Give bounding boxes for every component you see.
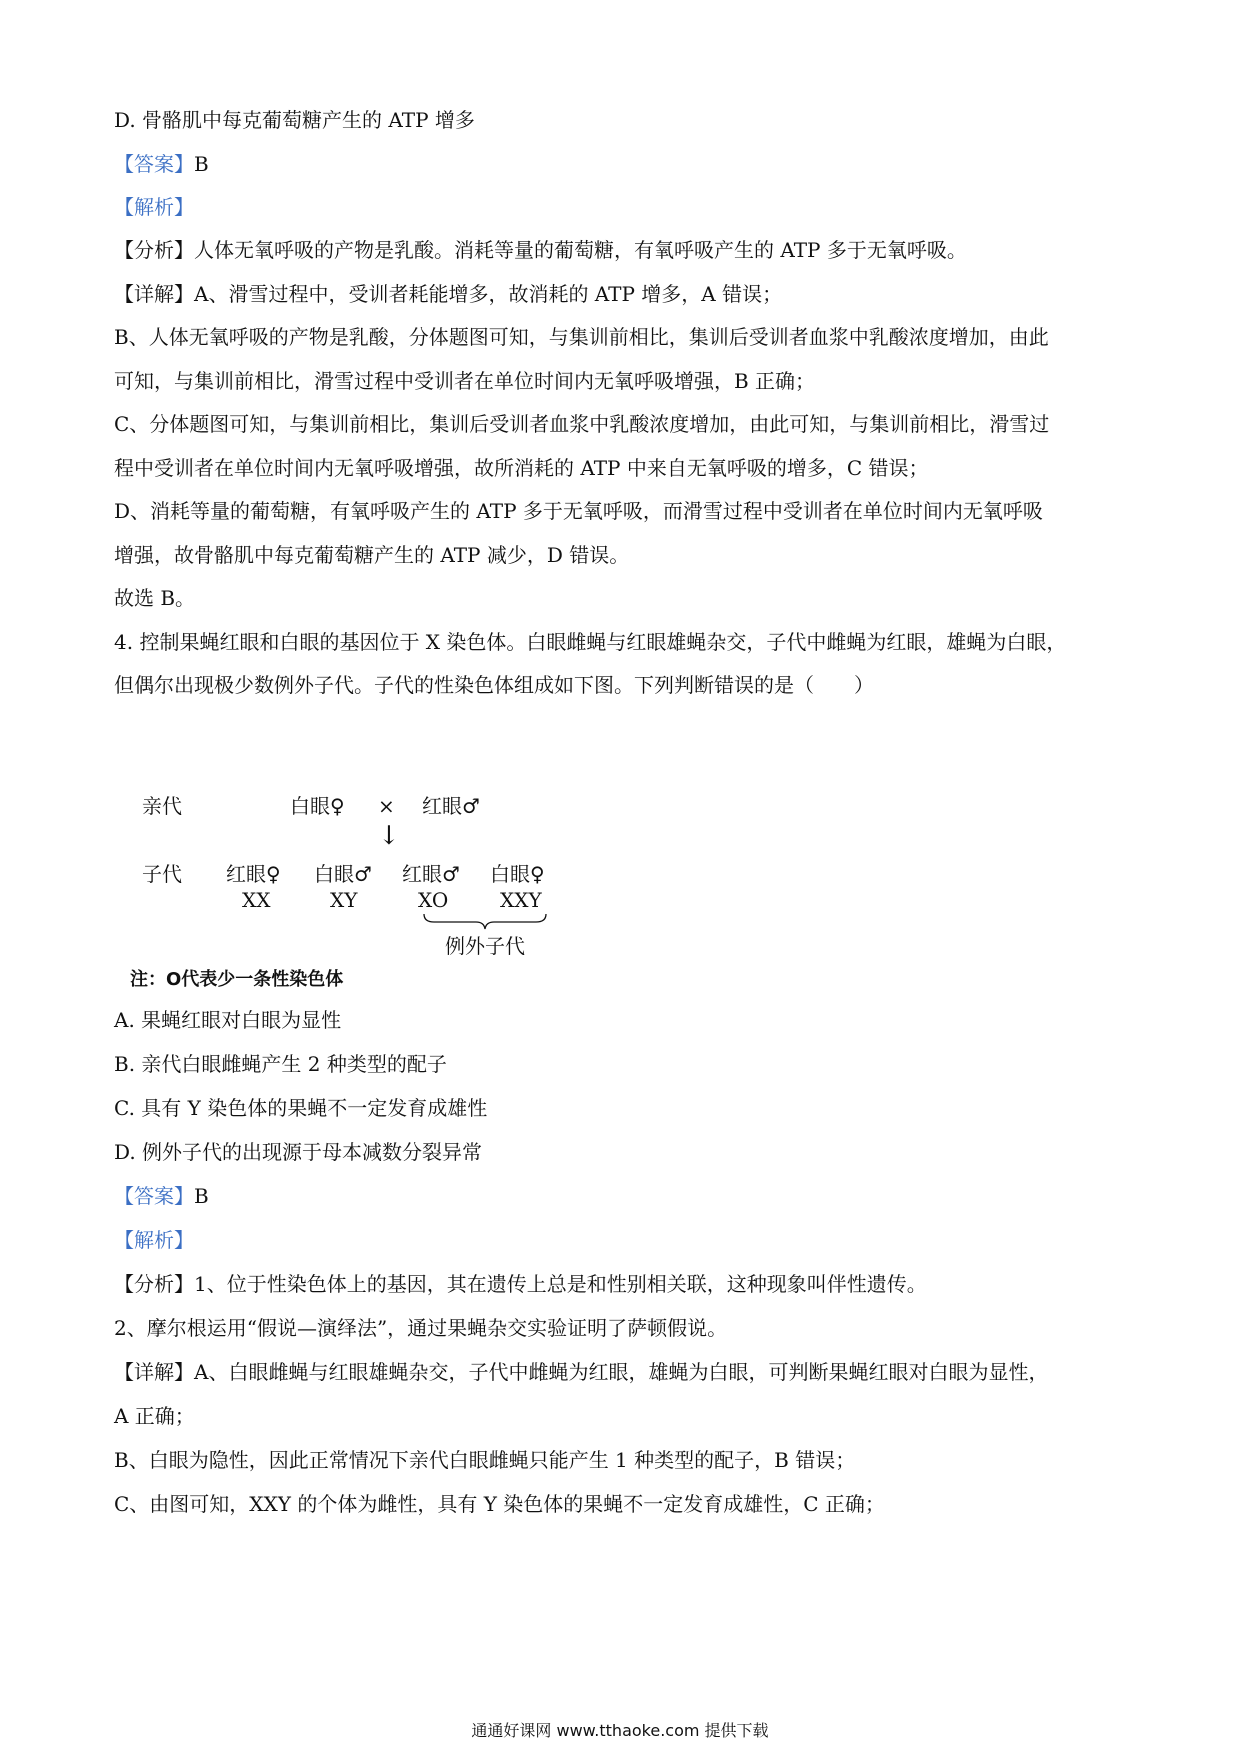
option-c: C. 具有 Y 染色体的果蝇不一定发育成雄性 [114, 1096, 488, 1120]
offspring-genotype: XO [418, 888, 449, 912]
option-d-previous: D. 骨骼肌中每克葡萄糖产生的 ATP 增多 [114, 108, 475, 132]
detail-c-3: C、由图可知，XXY 的个体为雌性，具有 Y 染色体的果蝇不一定发育成雄性，C 正确； [114, 1492, 885, 1516]
cross-symbol: × [378, 794, 395, 818]
detail-b-1: B、人体无氧呼吸的产物是乳酸，分体题图可知，与集训前相比，集训后受训者血浆中乳酸浓度增加，由此 [114, 325, 1049, 349]
analysis-tag-1: 【解析】 [114, 195, 194, 219]
detail-a-3: A 正确； [114, 1404, 195, 1428]
question-4-stem-1: 4. 控制果蝇红眼和白眼的基因位于 X 染色体。白眼雌蝇与红眼雄蝇杂交，子代中雌蝇为红眼，雄蝇为白眼， [114, 630, 1067, 654]
option-d: D. 例外子代的出现源于母本减数分裂异常 [114, 1140, 483, 1164]
answer-line-2 [114, 1182, 209, 1210]
parent-label: 亲代 [142, 794, 182, 818]
analysis-tag-2: 【解析】 [114, 1228, 194, 1252]
detail-b-2: 可知，与集训前相比，滑雪过程中受训者在单位时间内无氧呼吸增强，B 正确； [114, 369, 816, 393]
detail-c-2: 程中受训者在单位时间内无氧呼吸增强，故所消耗的 ATP 中来自无氧呼吸的增多，C 错误； [114, 456, 929, 480]
cross-diagram [130, 784, 620, 990]
analysis-text-2: 【分析】1、位于性染色体上的基因，其在遗传上总是和性别相关联，这种现象叫伴性遗传。 [114, 1272, 927, 1296]
analysis-text-3: 2、摩尔根运用“假说—演绎法”，通过果蝇杂交实验证明了萨顿假说。 [114, 1316, 728, 1340]
exception-brace [420, 912, 550, 932]
answer-tag: 【答案】 [114, 152, 194, 176]
detail-d-2: 增强，故骨骼肌中每克葡萄糖产生的 ATP 减少，D 错误。 [114, 543, 630, 567]
option-b: B. 亲代白眼雌蝇产生 2 种类型的配子 [114, 1052, 447, 1076]
analysis-text-1: 【分析】人体无氧呼吸的产物是乳酸。消耗等量的葡萄糖，有氧呼吸产生的 ATP 多于无氧呼吸。 [114, 238, 967, 262]
detail-c-1: C、分体题图可知，与集训前相比，集训后受训者血浆中乳酸浓度增加，由此可知，与集训前相比，滑雪过 [114, 412, 1050, 436]
answer-value: B [194, 152, 209, 176]
offspring-label: 子代 [142, 862, 182, 886]
offspring-genotype: XX [242, 888, 271, 912]
page-footer: 通通好课网 www.tthaoke.com 提供下载 [471, 1721, 769, 1740]
offspring-phenotype: 红眼♀ [226, 862, 281, 886]
conclusion-1: 故选 B。 [114, 586, 196, 610]
detail-a-2: 【详解】A、白眼雌蝇与红眼雄蝇杂交，子代中雌蝇为红眼，雄蝇为白眼，可判断果蝇红眼对白眼为显性， [114, 1360, 1049, 1384]
offspring-phenotype: 白眼♂ [314, 862, 372, 886]
detail-d-1: D、消耗等量的葡萄糖，有氧呼吸产生的 ATP 多于无氧呼吸，而滑雪过程中受训者在单位时间内无氧呼吸 [114, 499, 1043, 523]
question-4-stem-2: 但偶尔出现极少数例外子代。子代的性染色体组成如下图。下列判断错误的是（ ） [114, 673, 874, 697]
offspring-genotype: XXY [500, 888, 542, 912]
answer-tag: 【答案】 [114, 1184, 194, 1208]
offspring-phenotype: 白眼♀ [490, 862, 545, 886]
diagram-note: 注：O代表少一条性染色体 [130, 969, 344, 990]
parent-female: 白眼♀ [290, 794, 345, 818]
exception-label: 例外子代 [445, 934, 525, 958]
detail-a-1: 【详解】A、滑雪过程中，受训者耗能增多，故消耗的 ATP 增多，A 错误； [114, 282, 783, 306]
offspring-phenotype: 红眼♂ [402, 862, 460, 886]
answer-value: B [194, 1184, 209, 1208]
answer-line-1 [114, 150, 209, 178]
option-a: A. 果蝇红眼对白眼为显性 [114, 1008, 342, 1032]
parent-male: 红眼♂ [422, 794, 480, 818]
cross-arrow: ↓ [378, 821, 400, 851]
detail-b-3: B、白眼为隐性，因此正常情况下亲代白眼雌蝇只能产生 1 种类型的配子，B 错误； [114, 1448, 856, 1472]
offspring-genotype: XY [330, 888, 358, 912]
